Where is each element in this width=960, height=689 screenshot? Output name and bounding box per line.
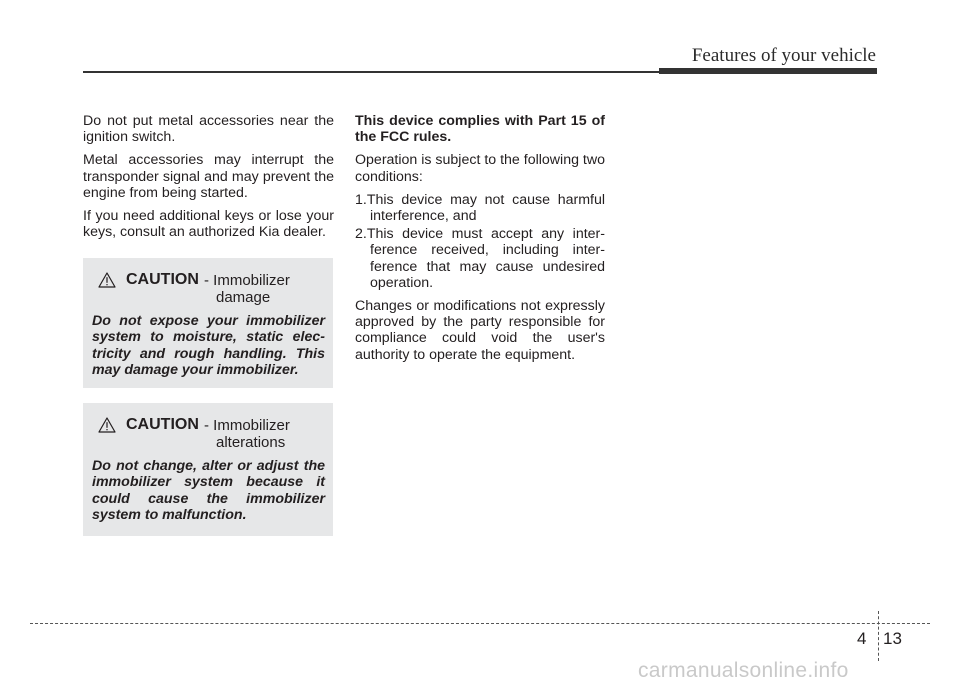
page-header-title: Features of your vehicle: [691, 45, 876, 66]
warning-triangle-icon: [98, 417, 116, 433]
warning-triangle-icon: [98, 272, 116, 288]
caution-header: [92, 413, 325, 451]
caution-box-alterations: [83, 403, 333, 536]
middle-column: [355, 113, 605, 370]
caution-body-text: Do not expose your immobilizer system to moisture, static elec-tricity and rough handling. This may damage your immobilizer.: [92, 313, 325, 378]
caution-header: [92, 268, 325, 306]
caution-subtitle-line1: - Immobilizer: [204, 272, 290, 289]
chapter-number: 4: [857, 629, 867, 648]
caution-subtitle-line1: - Immobilizer: [204, 417, 290, 434]
condition-item: 2.This device must accept any inter-ference received, including inter-ference that may cause undesired operation.: [355, 226, 605, 291]
caution-body-text: Do not change, alter or adjust the immobilizer system because it could cause the immobilizer system to malfunction.: [92, 458, 325, 523]
caution-label: CAUTION: [126, 416, 199, 433]
footer-page-separator: [878, 611, 879, 661]
left-column: [83, 113, 334, 247]
caution-subtitle: [204, 272, 290, 306]
caution-subtitle-line2: damage: [216, 289, 271, 306]
footer-dashed-rule: [30, 623, 930, 624]
caution-box-damage: [83, 258, 333, 388]
fcc-heading: This device complies with Part 15 of the FCC rules.: [355, 113, 605, 146]
header-rule-thin: [83, 71, 659, 73]
caution-label: CAUTION: [126, 271, 199, 288]
page-number: 13: [883, 629, 902, 648]
caution-subtitle-line2: alterations: [216, 434, 286, 451]
paragraph-additional-keys: If you need additional keys or lose your keys, consult an authorized Kia dealer.: [83, 208, 334, 241]
conditions-intro: Operation is subject to the following two conditions:: [355, 152, 605, 185]
watermark: carmanualsonline.info: [638, 659, 849, 682]
paragraph-transponder-signal: Metal accessories may interrupt the transponder signal and may prevent the engine from being started.: [83, 152, 334, 201]
header-rule-thick: [659, 68, 877, 74]
paragraph-metal-accessories: Do not put metal accessories near the ignition switch.: [83, 113, 334, 146]
condition-item: 1.This device may not cause harmful interference, and: [355, 191, 605, 225]
changes-warning: Changes or modifications not expressly approved by the party responsible for compliance could void the user's authority to operate the equipment.: [355, 298, 605, 363]
caution-subtitle: [204, 417, 290, 451]
